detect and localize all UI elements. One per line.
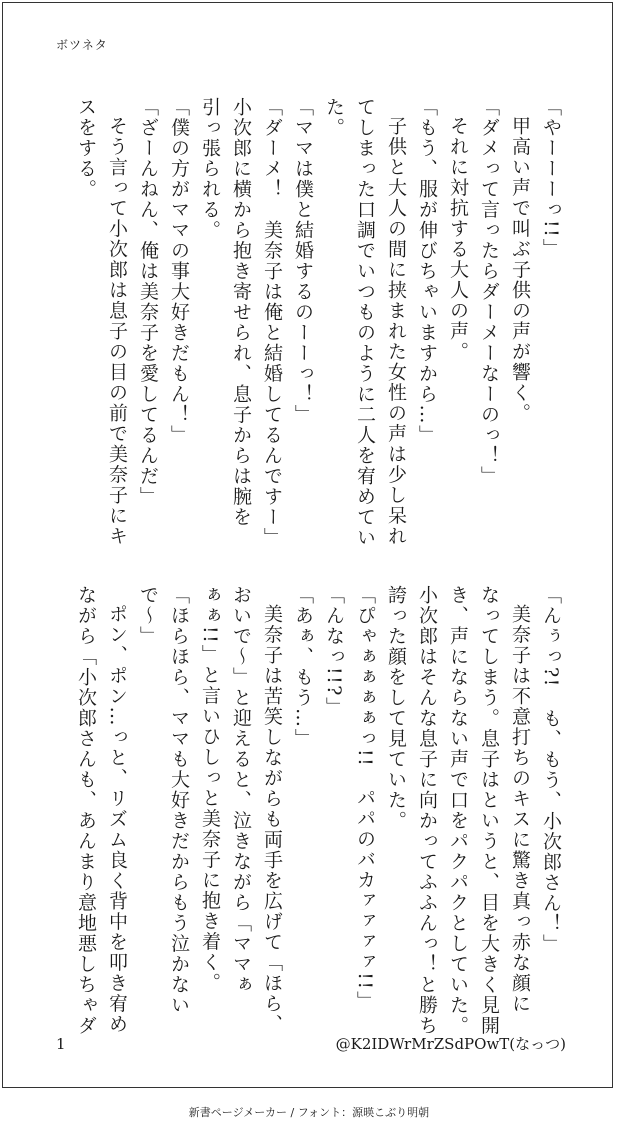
text-column: 「ママは僕と結婚するのーーっ！」 <box>292 97 314 425</box>
text-column: 小次郎はそんな息子に向かってふふんっ！と勝ち <box>416 585 438 1036</box>
text-column: 甲高い声で叫ぶ子供の声が響く。 <box>509 116 531 424</box>
text-column: おいで～」と迎えると、泣きながら「ママぁ <box>230 585 252 995</box>
text-column: で～」 <box>137 585 159 647</box>
text-column: 引っ張られる。 <box>199 97 221 241</box>
text-column: 美奈子は不意打ちのキスに驚き真っ赤な顔に <box>509 604 531 1014</box>
text-column: き、声にならない声で口をパクパクとしていた。 <box>447 585 469 1036</box>
text-column: 「僕の方がママの事大好きだもん！」 <box>168 97 190 446</box>
text-column: 誇った顔をして見ていた。 <box>385 585 407 831</box>
text-column: スをする。 <box>75 97 97 200</box>
text-column: 「ざーんねん、俺は美奈子を愛してるんだ」 <box>137 97 159 507</box>
text-column: てしまった口調でいつものように二人を宥めてい <box>354 97 376 548</box>
text-column: ぁぁ!!」と言いひしっと美奈子に抱き着く。 <box>199 585 221 993</box>
text-column: 「んぅっ?! も、もう、小次郎さん！」 <box>540 585 562 955</box>
text-column: 「やーーーっ!!」 <box>540 97 562 259</box>
text-column: 「もう、服が伸びちゃいますから…」 <box>416 97 438 446</box>
page-title: ボツネタ <box>56 38 108 52</box>
text-column: そう言って小次郎は息子の目の前で美奈子にキ <box>106 116 128 547</box>
generator-caption: 新書ページメーカー / フォント：源暎こぶり明朝 <box>188 1106 430 1119</box>
text-column: 「ほらほら、ママも大好きだからもう泣かない <box>168 585 190 1016</box>
page-number: 1 <box>56 1035 66 1053</box>
text-column: 子供と大人の間に挟まれた女性の声は少し呆れ <box>385 116 407 547</box>
text-column: それに対抗する大人の声。 <box>447 116 469 362</box>
text-column: ながら「小次郎さんも、あんまり意地悪しちゃダ <box>75 585 97 1036</box>
text-column: 「ぴゃぁぁぁぁっ!! パパのバカァァァァ!!」 <box>354 585 376 1012</box>
text-column: 美奈子は苦笑しながらも両手を広げて「ほら、 <box>261 604 283 1035</box>
text-column: 小次郎に横から抱き寄せられ、息子からは腕を <box>230 97 252 528</box>
text-column: 「んなっ!!?」 <box>323 585 345 718</box>
text-column: 「ダーメ！ 美奈子は俺と結婚してるんですー」 <box>261 97 283 548</box>
text-column: なってしまう。息子はというと、目を大きく見開 <box>478 585 500 1036</box>
text-column: 「あぁ、もう…」 <box>292 585 314 749</box>
text-column: た。 <box>323 97 345 138</box>
text-column: ポン、ポン…っと、リズム良く背中を叩き宥め <box>106 604 128 1035</box>
text-column: 「ダメって言ったらダーメーなーのっ！」 <box>478 97 500 487</box>
author-handle: @K2IDWrMrZSdPOwT(なっつ) <box>335 1035 566 1053</box>
